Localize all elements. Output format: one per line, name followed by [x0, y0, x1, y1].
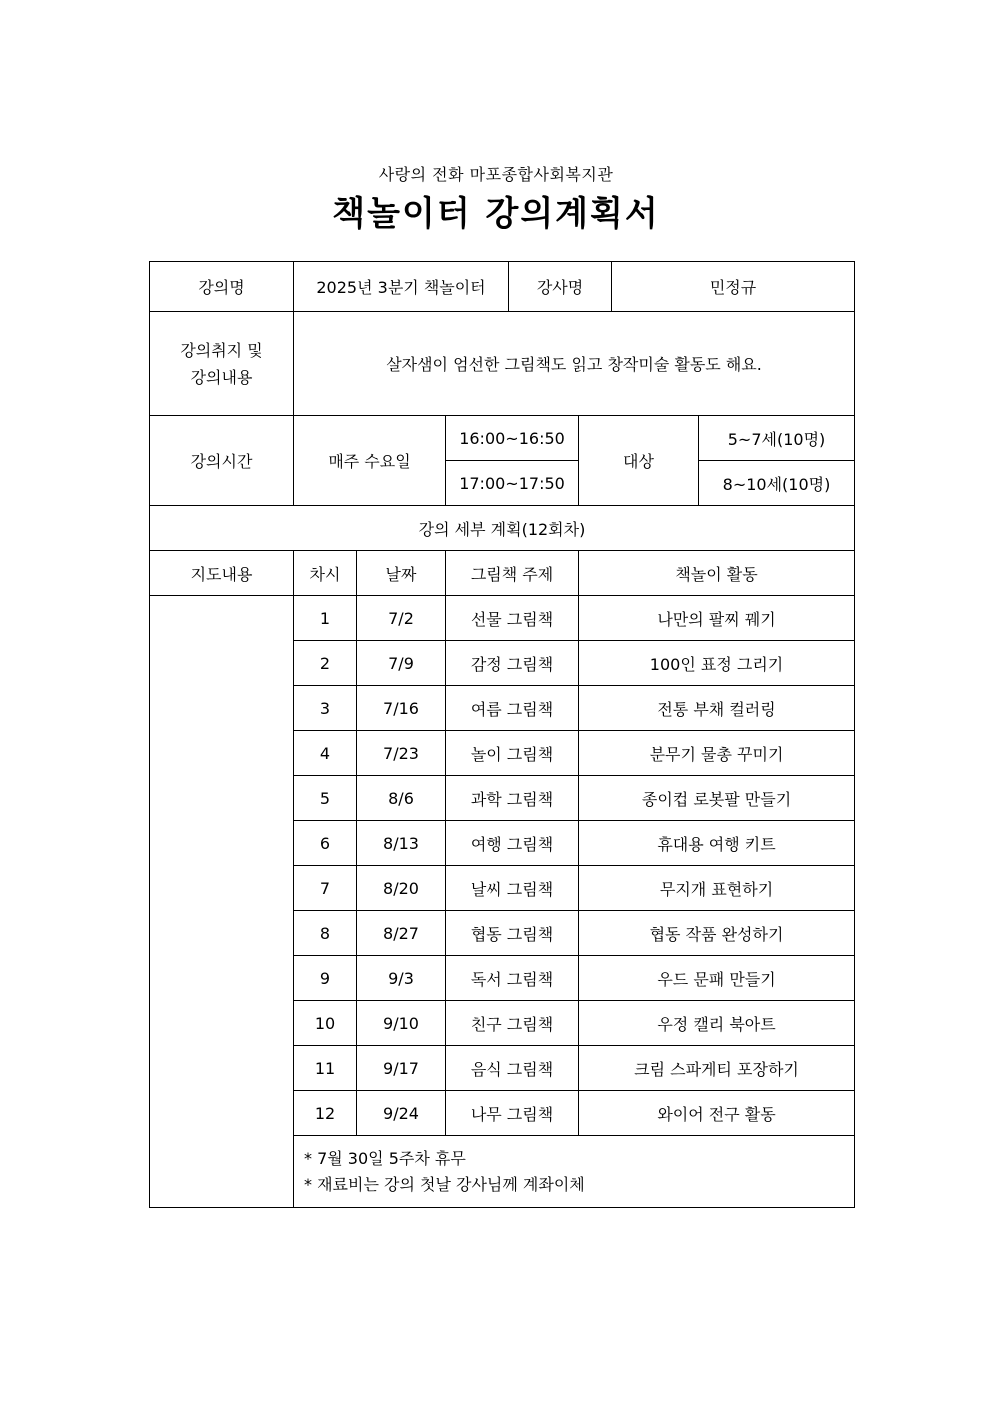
- session-theme: 선물 그림책: [446, 596, 579, 641]
- schedule-row-1: [150, 416, 855, 461]
- session-activity: 100인 표정 그리기: [579, 641, 855, 686]
- target-label: 대상: [579, 416, 699, 506]
- plan-header-row: [150, 551, 855, 596]
- session-date: 7/9: [357, 641, 446, 686]
- session-activity: 크림 스파게티 포장하기: [579, 1046, 855, 1091]
- session-number: 5: [294, 776, 357, 821]
- session-date: 9/3: [357, 956, 446, 1001]
- course-name-value: 2025년 3분기 책놀이터: [294, 262, 509, 312]
- lecture-day-value: 매주 수요일: [294, 416, 446, 506]
- lecture-time-label: 강의시간: [150, 416, 294, 506]
- session-number: 1: [294, 596, 357, 641]
- instructor-value: 민정규: [612, 262, 855, 312]
- session-number: 9: [294, 956, 357, 1001]
- session-date: 7/23: [357, 731, 446, 776]
- header-session: 차시: [294, 551, 357, 596]
- purpose-label: [150, 312, 294, 416]
- session-number: 10: [294, 1001, 357, 1046]
- session-theme: 여행 그림책: [446, 821, 579, 866]
- session-theme: 감정 그림책: [446, 641, 579, 686]
- session-date: 9/17: [357, 1046, 446, 1091]
- session-number: 4: [294, 731, 357, 776]
- note-material-fee: * 재료비는 강의 첫날 강사님께 계좌이체: [304, 1174, 585, 1194]
- purpose-row: [150, 312, 855, 416]
- header-guidance: 지도내용: [150, 551, 294, 596]
- session-activity: 무지개 표현하기: [579, 866, 855, 911]
- session-theme: 음식 그림책: [446, 1046, 579, 1091]
- session-theme: 과학 그림책: [446, 776, 579, 821]
- session-activity: 협동 작품 완성하기: [579, 911, 855, 956]
- lecture-plan-table: [149, 261, 855, 1208]
- session-date: 8/20: [357, 866, 446, 911]
- course-name-label: 강의명: [150, 262, 294, 312]
- session-theme: 협동 그림책: [446, 911, 579, 956]
- session-activity: 종이컵 로봇팔 만들기: [579, 776, 855, 821]
- session-number: 8: [294, 911, 357, 956]
- session-number: 6: [294, 821, 357, 866]
- course-row: [150, 262, 855, 312]
- session-number: 11: [294, 1046, 357, 1091]
- target-group-2: 8~10세(10명): [699, 461, 855, 506]
- header-date: 날짜: [357, 551, 446, 596]
- document-title: 책놀이터 강의계획서: [332, 194, 660, 234]
- plan-section-title: 강의 세부 계획(12회차): [150, 506, 855, 551]
- session-activity: 와이어 전구 활동: [579, 1091, 855, 1136]
- session-activity: 우드 문패 만들기: [579, 956, 855, 1001]
- session-number: 12: [294, 1091, 357, 1136]
- session-date: 8/27: [357, 911, 446, 956]
- session-activity: 전통 부채 컬러링: [579, 686, 855, 731]
- time-slot-1: 16:00~16:50: [446, 416, 579, 461]
- session-number: 3: [294, 686, 357, 731]
- session-date: 8/13: [357, 821, 446, 866]
- target-group-1: 5~7세(10명): [699, 416, 855, 461]
- session-date: 9/10: [357, 1001, 446, 1046]
- notes-cell: [294, 1136, 855, 1208]
- note-closure: * 7월 30일 5주차 휴무: [304, 1148, 466, 1168]
- section-title-row: [150, 506, 855, 551]
- table-row: [150, 596, 855, 641]
- guidance-content-cell: [150, 596, 294, 1208]
- session-number: 7: [294, 866, 357, 911]
- session-theme: 놀이 그림책: [446, 731, 579, 776]
- instructor-label: 강사명: [509, 262, 612, 312]
- header-activity: 책놀이 활동: [579, 551, 855, 596]
- session-date: 8/6: [357, 776, 446, 821]
- time-slot-2: 17:00~17:50: [446, 461, 579, 506]
- session-date: 7/16: [357, 686, 446, 731]
- header-theme: 그림책 주제: [446, 551, 579, 596]
- session-date: 9/24: [357, 1091, 446, 1136]
- session-theme: 여름 그림책: [446, 686, 579, 731]
- organization-name: 사랑의 전화 마포종합사회복지관: [378, 165, 614, 184]
- session-theme: 날씨 그림책: [446, 866, 579, 911]
- session-number: 2: [294, 641, 357, 686]
- session-activity: 나만의 팔찌 꿰기: [579, 596, 855, 641]
- session-theme: 친구 그림책: [446, 1001, 579, 1046]
- session-theme: 나무 그림책: [446, 1091, 579, 1136]
- session-theme: 독서 그림책: [446, 956, 579, 1001]
- purpose-value: 살자샘이 엄선한 그림책도 읽고 창작미술 활동도 해요.: [294, 312, 855, 416]
- purpose-label-line-2: 강의내용: [190, 367, 253, 387]
- session-activity: 휴대용 여행 키트: [579, 821, 855, 866]
- session-date: 7/2: [357, 596, 446, 641]
- purpose-label-line-1: 강의취지 및: [180, 340, 263, 360]
- session-activity: 분무기 물총 꾸미기: [579, 731, 855, 776]
- session-activity: 우정 캘리 북아트: [579, 1001, 855, 1046]
